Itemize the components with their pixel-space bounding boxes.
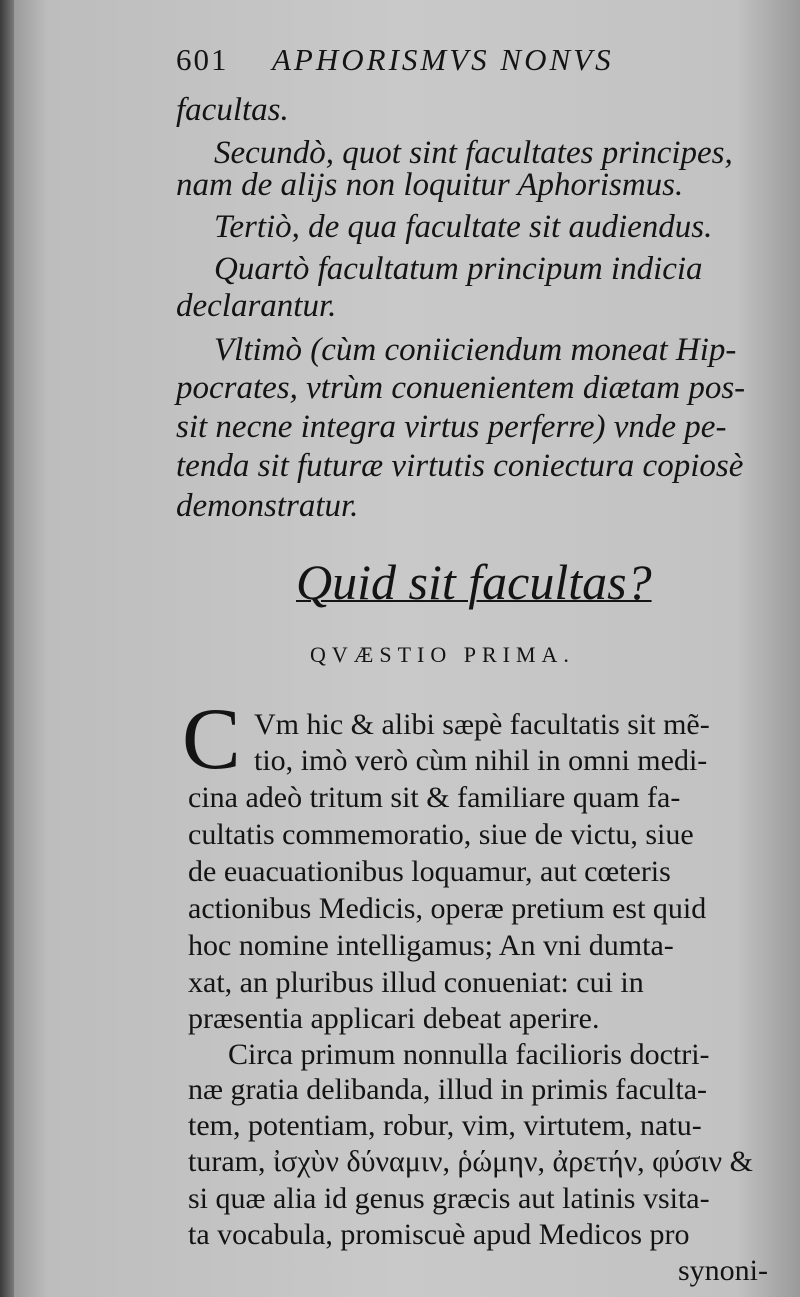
summary-line: sit necne integra virtus perferre) vnde pe- xyxy=(176,409,727,445)
body-line: cultatis commemoratio, siue de victu, siue xyxy=(188,818,694,851)
summary-line: Tertiò, de qua facultate sit audiendus. xyxy=(214,209,713,245)
running-title: APHORISMVS NONVS xyxy=(272,42,614,77)
summary-line: nam de alijs non loquitur Aphorismus. xyxy=(176,167,684,203)
running-header xyxy=(176,42,716,86)
body-line: præsentia applicari debeat aperire. xyxy=(188,1002,600,1035)
summary-line: Secundò, quot sint facultates principes, xyxy=(214,135,733,171)
body-line: si quæ alia id genus græcis aut latinis vsita- xyxy=(188,1182,710,1215)
body-line: næ gratia delibanda, illud in primis faculta- xyxy=(188,1073,708,1106)
summary-line: declarantur. xyxy=(176,288,337,324)
section-title: Quid sit facultas? xyxy=(296,554,652,610)
page-gutter-shadow xyxy=(0,0,14,1297)
body-line: Circa primum nonnulla facilioris doctri- xyxy=(228,1038,710,1071)
body-line: turam, ἰσχὺν δύναμιν, ῥώμην, ἀρετήν, φύσιν & xyxy=(188,1145,753,1178)
summary-line: Quartò facultatum principum indicia xyxy=(214,251,703,287)
question-heading: QVÆSTIO PRIMA. xyxy=(310,642,575,667)
body-line: actionibus Medicis, operæ pretium est quid xyxy=(188,892,707,925)
drop-cap: C xyxy=(182,691,241,788)
summary-line: demonstratur. xyxy=(176,488,359,524)
body-line: ta vocabula, promiscuè apud Medicos pro xyxy=(188,1218,690,1251)
summary-line: facultas. xyxy=(176,92,289,128)
body-line: xat, an pluribus illud conueniat: cui in xyxy=(188,966,644,999)
body-line: de euacuationibus loquamur, aut cœteris xyxy=(188,855,671,888)
body-line: cina adeò tritum sit & familiare quam fa- xyxy=(188,781,681,814)
body-line: tem, potentiam, robur, vim, virtutem, natu- xyxy=(188,1109,702,1142)
body-line: hoc nomine intelligamus; An vni dumta- xyxy=(188,929,674,962)
summary-line: pocrates, vtrùm conuenientem diætam pos- xyxy=(176,370,746,406)
body-line: tio, imò verò cùm nihil in omni medi- xyxy=(254,744,708,777)
catchword: synoni- xyxy=(678,1254,768,1287)
summary-line: tenda sit futuræ virtutis coniectura copiosè xyxy=(176,448,744,484)
page-number: 601 xyxy=(176,42,229,77)
body-line: Vm hic & alibi sæpè facultatis sit mẽ- xyxy=(254,708,710,741)
summary-line: Vltimò (cùm coniiciendum moneat Hip- xyxy=(214,332,737,368)
